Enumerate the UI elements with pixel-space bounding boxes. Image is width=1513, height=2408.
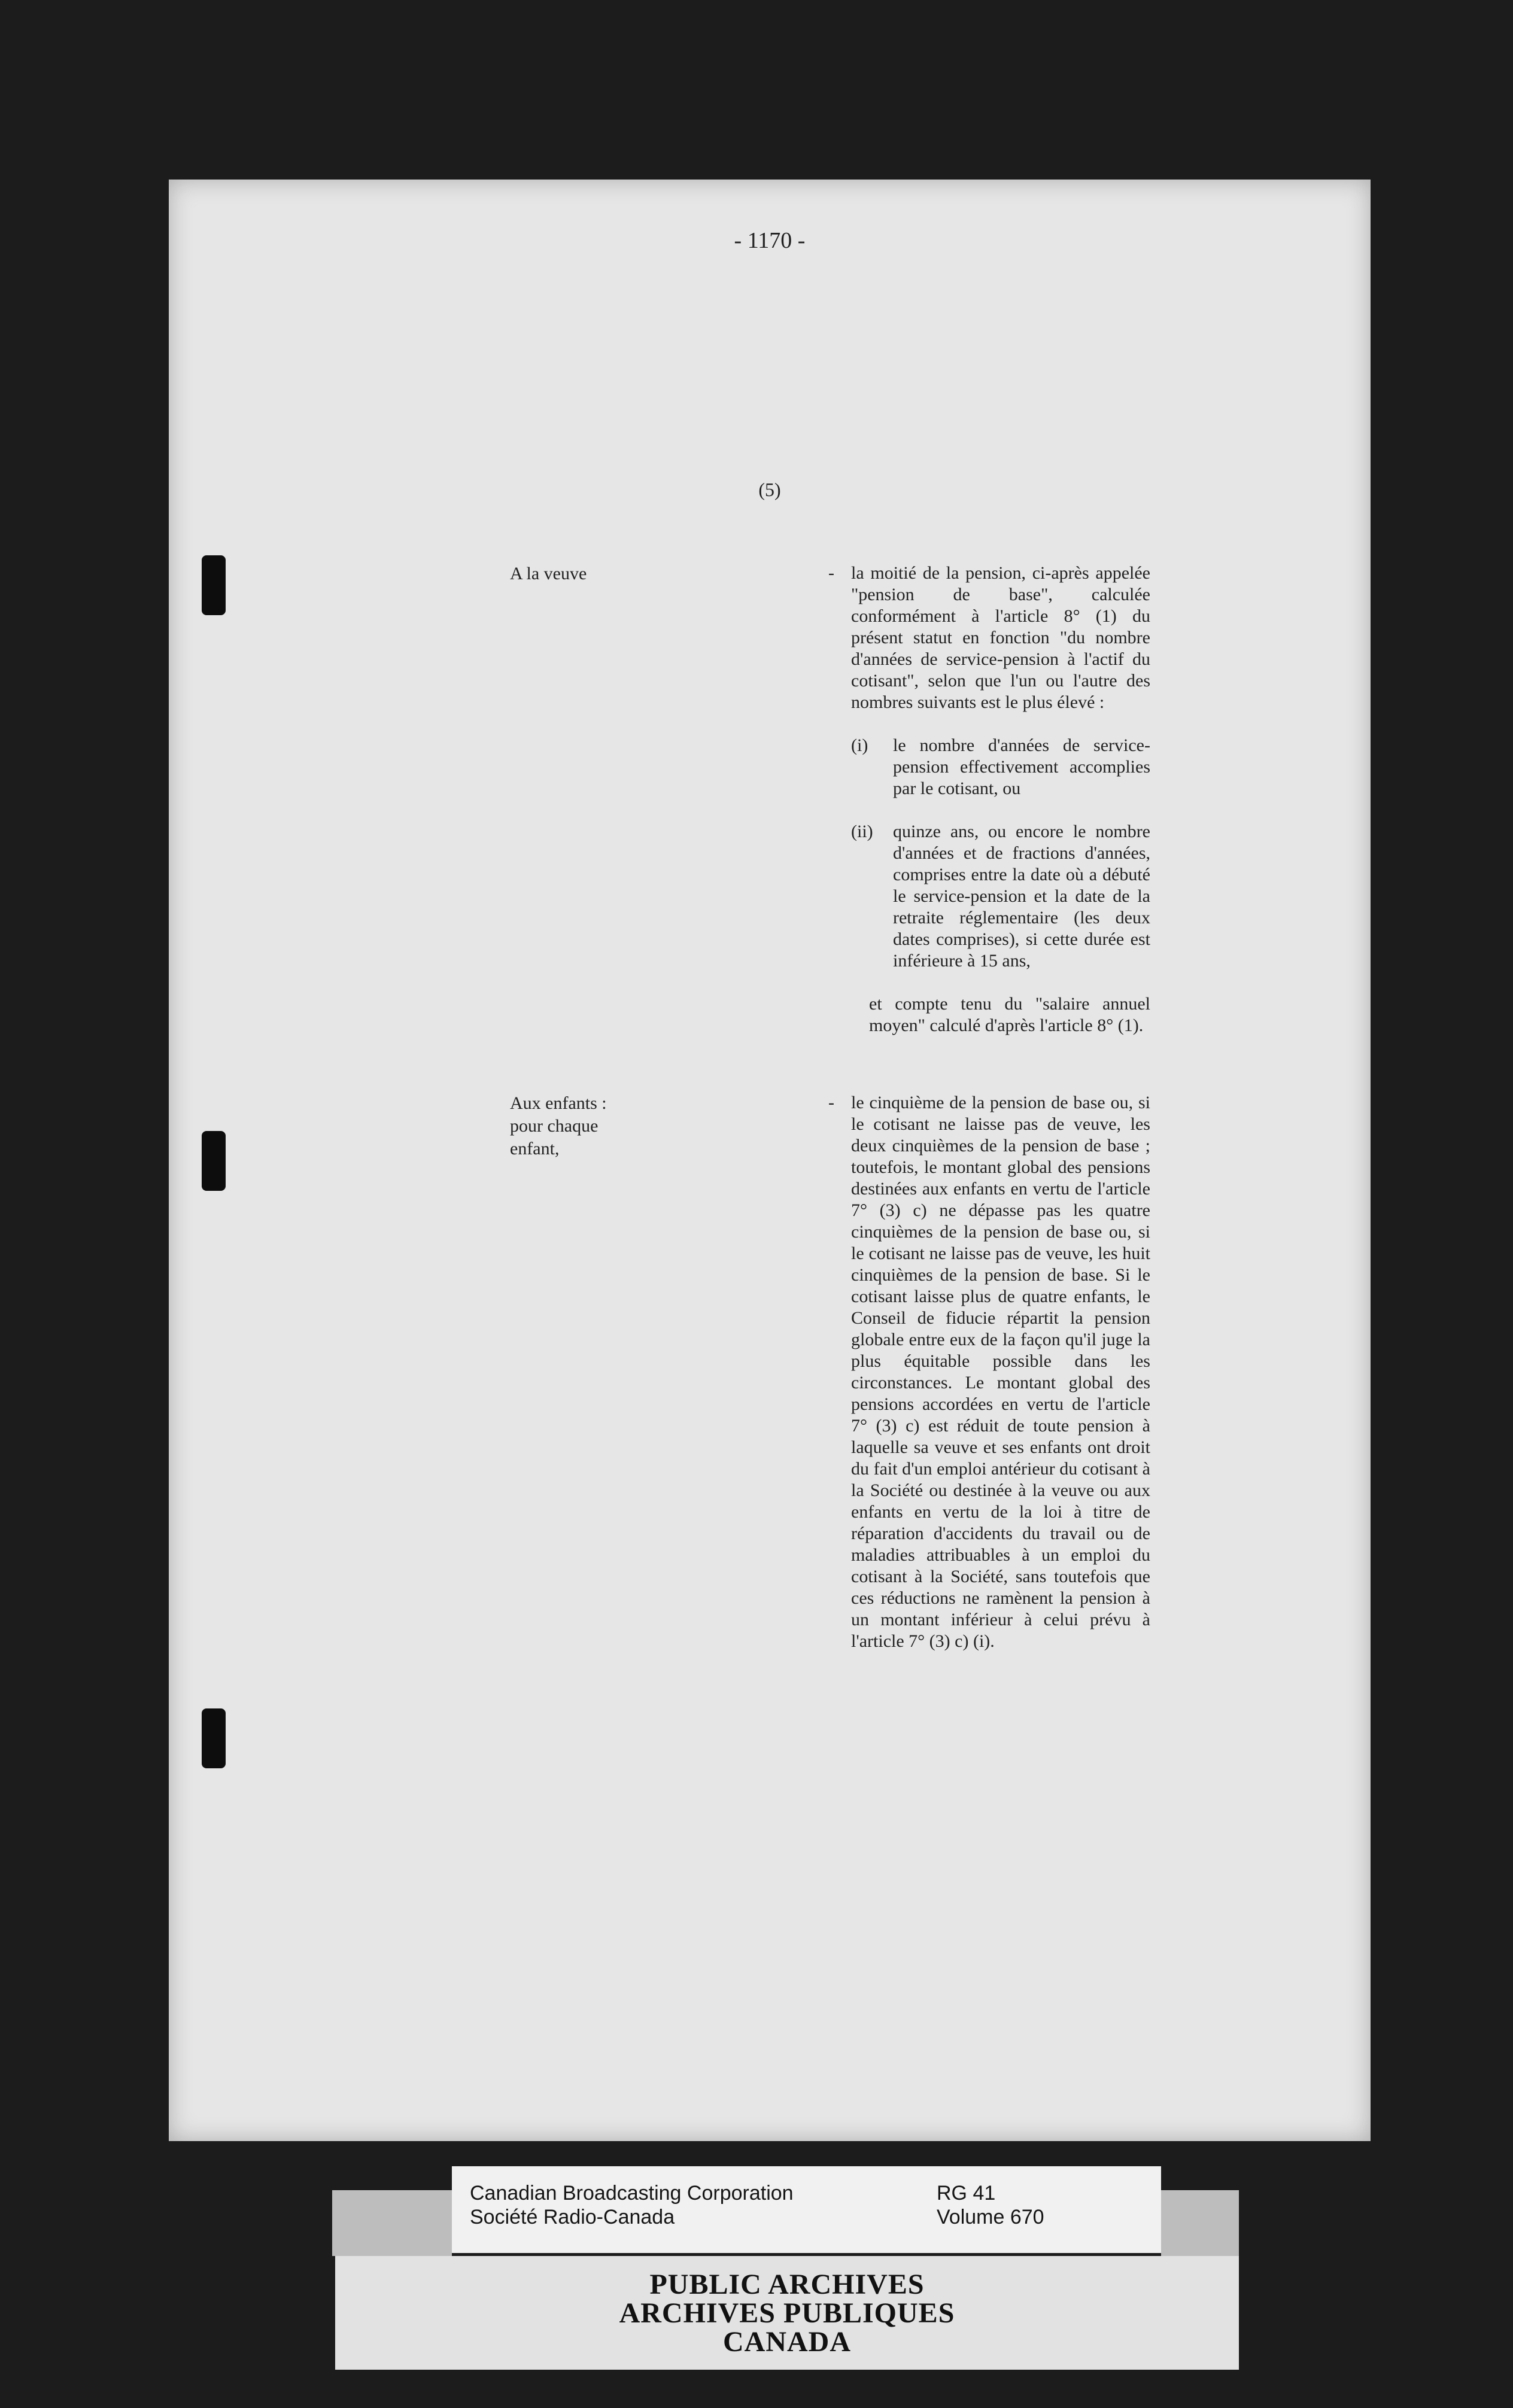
stamp-line-3: CANADA (723, 2326, 851, 2358)
document-page (169, 180, 1371, 2141)
item-text: le nombre d'années de service-pension effectivement accomplies par le cotisant, ou (893, 735, 1150, 798)
children-label-line: pour chaque (510, 1116, 598, 1136)
org-name-fr: Société Radio-Canada (470, 2206, 675, 2228)
label-tape-left (332, 2190, 452, 2256)
label-tape-right (1161, 2190, 1239, 2256)
children-clause (828, 1092, 1150, 1652)
widow-item-i (851, 735, 1150, 799)
archive-stamp (335, 2256, 1239, 2370)
punch-hole (202, 1708, 226, 1768)
volume-number: Volume 670 (937, 2206, 1044, 2228)
stamp-line-1: PUBLIC ARCHIVES (649, 2269, 925, 2300)
record-group: RG 41 (937, 2182, 996, 2205)
clause-dash: - (828, 563, 834, 583)
punch-hole (202, 555, 226, 615)
widow-text: la moitié de la pension, ci-après appelée "pension de base", calculée conformément à l'article 8° (1) du présent statut en fonction "du nombre d'années de service-pension à l'actif du cotisant", selon que l'un ou l'autre des nombres suivants est le plus élevé : (851, 563, 1150, 712)
clause-dash: - (828, 1093, 834, 1112)
widow-label-text: A la veuve (510, 564, 587, 583)
archive-label (452, 2166, 1161, 2253)
widow-item-ii (851, 821, 1150, 972)
stamp-line-2: ARCHIVES PUBLIQUES (619, 2297, 955, 2329)
item-text: quinze ans, ou encore le nombre d'années et de fractions d'années, comprises entre la date où a débuté le service-pension et la date de la retraite réglementaire (les deux dates comprises), si cette durée est inférieure à 15 ans, (893, 822, 1150, 971)
org-name-en: Canadian Broadcasting Corporation (470, 2182, 794, 2205)
children-text: le cinquième de la pension de base ou, si le cotisant ne laisse pas de veuve, les deux cinquièmes de la pension de base ; toutefois, le montant global des pensions destinées aux enfants en vertu de l'article 7° (3) c) ne dépasse pas les quatre cinquièmes de la pension de base ou, si le cotisant ne laisse pas de veuve, les huit cinquièmes de la pension de base. Si le cotisant laisse plus de quatre enfants, le Conseil de fiducie répartit la pension globale entre eux de la façon qu'il juge la plus équitable possible dans les circonstances. Le montant global des pensions accordées en vertu de l'article 7° (3) c) est réduit de toute pension à laquelle sa veuve et ses enfants ont droit du fait d'un emploi antérieur du cotisant à la Société ou destinée à la veuve ou aux enfants en vertu de la loi à titre de réparation d'accidents du travail ou de maladies attribuables à un emploi du cotisant à la Société, sans toutefois que ces réductions ne ramènent la pension à un montant inférieur à celui prévu à l'article 7° (3) c) (i). (851, 1093, 1150, 1651)
widow-closing: et compte tenu du "salaire annuel moyen" calculé d'après l'article 8° (1). (869, 994, 1150, 1035)
children-label (510, 1092, 689, 1160)
section-number: (5) (758, 479, 781, 500)
widow-clause (828, 563, 1150, 1036)
children-label-line: Aux enfants : (510, 1093, 607, 1113)
punch-hole (202, 1131, 226, 1191)
widow-label (510, 563, 689, 585)
item-number: (i) (851, 735, 868, 755)
page-number: - 1170 - (734, 228, 806, 253)
item-number: (ii) (851, 822, 873, 841)
children-label-line: enfant, (510, 1139, 560, 1159)
